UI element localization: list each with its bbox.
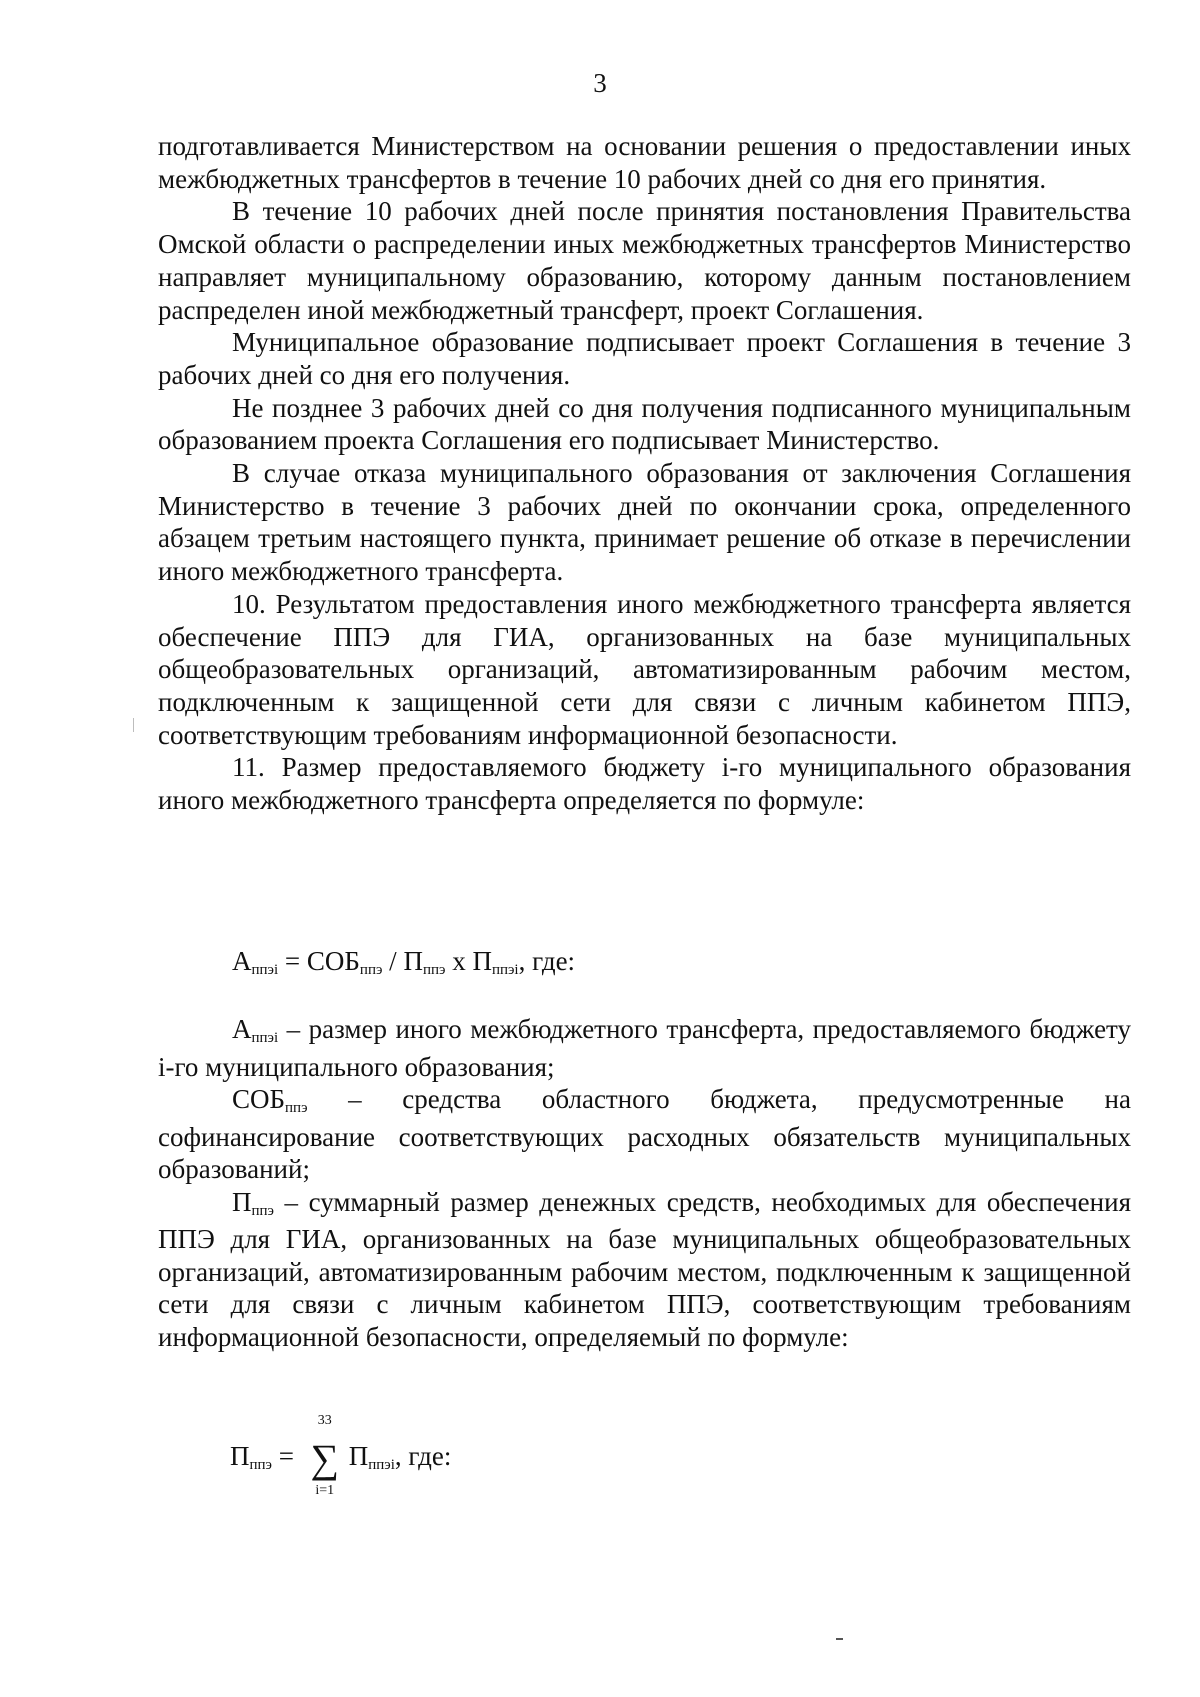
formula-subscript: ппэ <box>359 962 383 978</box>
formula-operator: = <box>272 1441 301 1472</box>
definition-text: – суммарный размер денежных средств, необходимых для обеспечения ППЭ для ГИА, организованных на базе муниципальных общеобразовательных организаций, автоматизированным рабочим местом, подключенным к защищенной сети для связи с личным кабинетом ППЭ, соответствующим требованиям информационной безопасности, определяемый по формуле: <box>158 1186 1131 1352</box>
formula-sum <box>230 1413 452 1498</box>
definition-text: – средства областного бюджета, предусмотренные на софинансирование соответствующих расходных обязательств муниципальных образований; <box>158 1084 1131 1184</box>
sum-lower-limit: i=1 <box>315 1483 335 1498</box>
formula-subscript: ппэi <box>491 962 519 978</box>
definition-subscript: ппэi <box>251 1030 279 1046</box>
paragraph: Не позднее 3 рабочих дней со дня получения подписанного муниципальным образованием проекта Соглашения его подписывает Министерство. <box>158 392 1131 456</box>
formula-operator: x <box>445 946 473 976</box>
formula-tail: , где: <box>518 946 576 976</box>
definition-a-ppei <box>158 1013 1131 1083</box>
definition-p-ppe <box>158 1186 1131 1354</box>
formula-symbol: П <box>230 1441 250 1472</box>
definitions <box>158 1013 1131 1353</box>
page-number: 3 <box>593 68 607 98</box>
definition-symbol: СОБ <box>232 1084 286 1114</box>
formula-subscript: ппэi <box>368 1457 395 1474</box>
sigma-operator <box>305 1413 345 1498</box>
definition-sob-ppe <box>158 1083 1131 1186</box>
formula-operator: = <box>278 946 307 976</box>
sum-upper-limit: 33 <box>317 1413 332 1428</box>
formula-symbol: П <box>403 946 423 976</box>
formula-symbol: П <box>348 1441 369 1472</box>
formula-symbol: А <box>232 946 252 976</box>
paragraph-item-11: 11. Размер предоставляемого бюджету i-го муниципального образования иного межбюджетного трансферта определяется по формуле: <box>158 752 1131 816</box>
formula-subscript: ппэi <box>251 962 279 978</box>
sigma-icon: ∑ <box>310 1436 339 1481</box>
definition-symbol: П <box>232 1186 252 1217</box>
formula-symbol: СОБ <box>306 946 360 976</box>
body-text <box>158 130 1131 817</box>
definition-text: – размер иного межбюджетного трансферта, предоставляемого бюджету i-го муниципального образования; <box>158 1014 1131 1082</box>
paragraph-item-10: 10. Результатом предоставления иного межбюджетного трансферта является обеспечение ППЭ для ГИА, организованных на базе муниципальных общеобразовательных организаций, автоматизированным рабочим местом, подключенным к защищенной сети для связи с личным кабинетом ППЭ, соответствующим требованиям информационной безопасности. <box>158 588 1131 750</box>
definition-subscript: ппэ <box>251 1202 274 1219</box>
paragraph: В течение 10 рабочих дней после принятия постановления Правительства Омской области о распределении иных межбюджетных трансфертов Министерство направляет муниципальному образованию, которому данным постановлением распределен иной межбюджетный трансферт, проект Соглашения. <box>158 196 1131 325</box>
definition-symbol: А <box>232 1014 252 1044</box>
margin-mark <box>133 718 134 732</box>
formula-tail: , где: <box>394 1441 452 1472</box>
definition-subscript: ппэ <box>285 1100 308 1116</box>
formula-symbol: П <box>472 946 492 976</box>
formula-subscript: ппэ <box>422 962 446 978</box>
paragraph: В случае отказа муниципального образования от заключения Соглашения Министерство в течение 3 рабочих дней по окончании срока, определенного абзацем третьим настоящего пункта, принимает решение об отказе в перечислении иного межбюджетного трансферта. <box>158 458 1131 587</box>
formula-subscript: ппэ <box>249 1457 272 1474</box>
scan-artifact <box>836 1638 843 1640</box>
paragraph-continuation: подготавливается Министерством на основании решения о предоставлении иных межбюджетных трансфертов в течение 10 рабочих дней со дня его принятия. <box>158 131 1131 194</box>
formula-transfer-size <box>232 944 575 983</box>
formula-operator: / <box>382 946 404 976</box>
paragraph: Муниципальное образование подписывает проект Соглашения в течение 3 рабочих дней со дня его получения. <box>158 327 1131 390</box>
